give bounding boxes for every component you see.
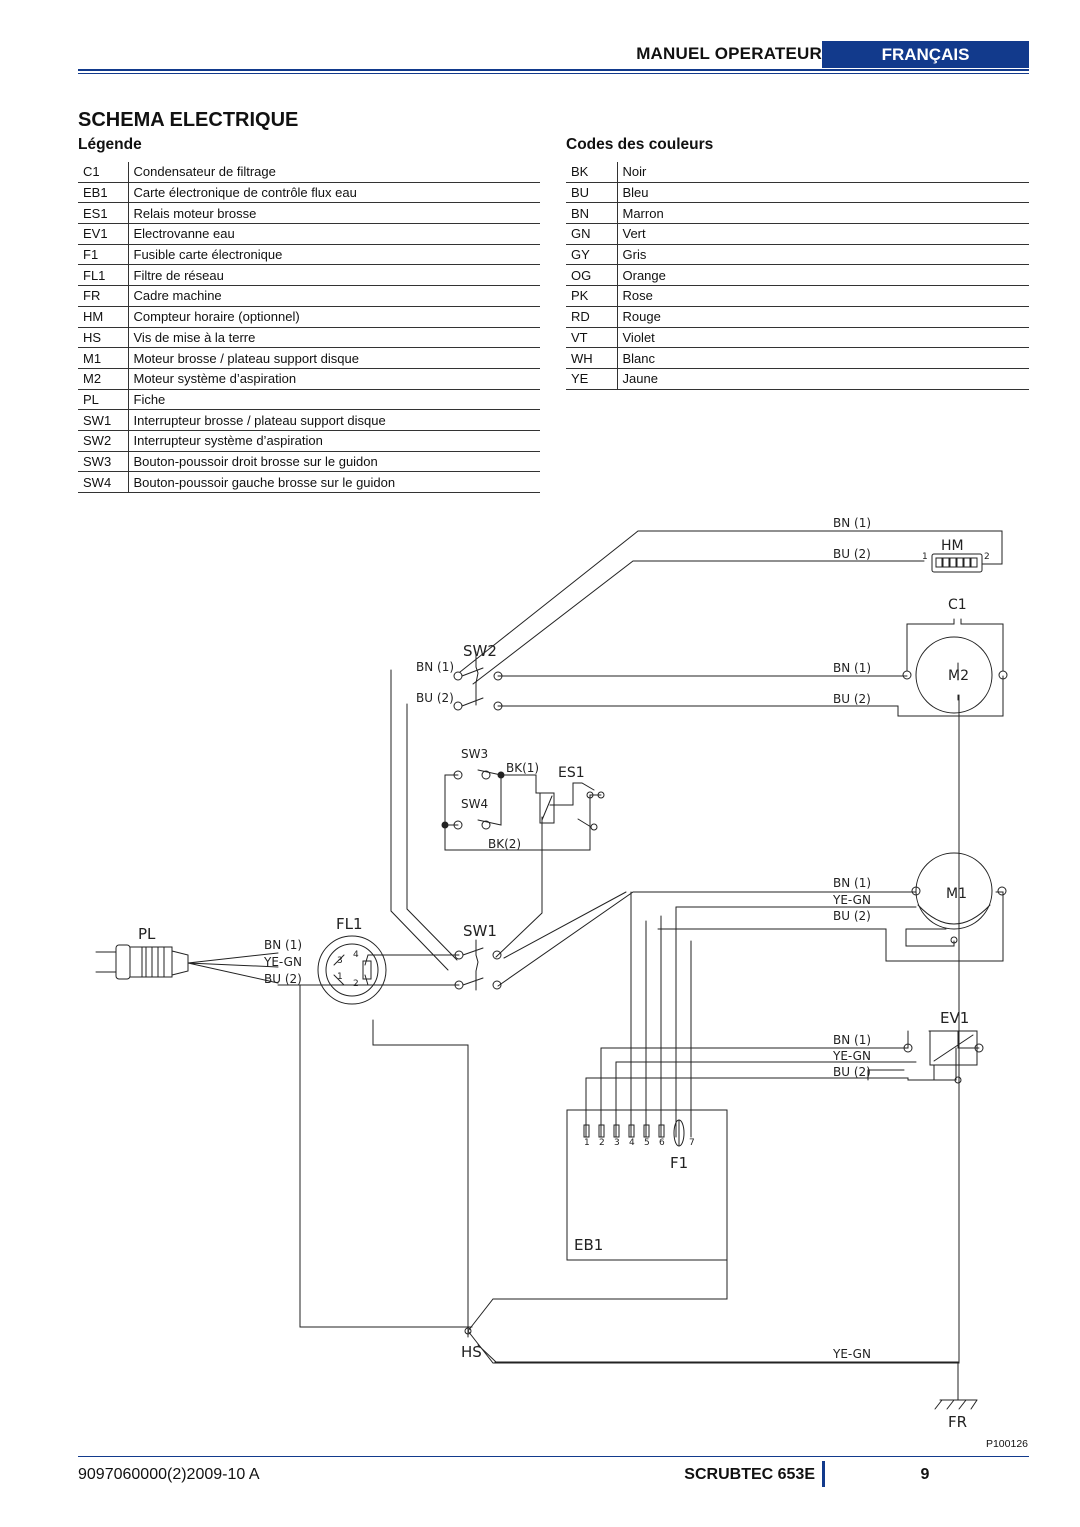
sw4-label: SW4 <box>461 797 489 811</box>
ev1-bu-label: BU (2) <box>833 1065 871 1079</box>
color-codes-table <box>566 162 1029 390</box>
color-code-row <box>566 265 1029 286</box>
document-number: 9097060000(2)2009-10 A <box>78 1466 260 1483</box>
model-name: SCRUBTEC 653E <box>684 1466 815 1483</box>
hm-bn-label: BN (1) <box>833 516 872 530</box>
description-cell: Vis de mise à la terre <box>128 327 540 348</box>
fl1-pin-3: 3 <box>337 956 343 966</box>
legend-heading: Légende <box>78 136 142 153</box>
wiring-diagram <box>78 505 1029 1445</box>
color-code-row <box>566 348 1029 369</box>
sw1-switch-icon <box>455 948 501 989</box>
legend-row <box>78 368 540 389</box>
legend-row <box>78 348 540 369</box>
fl1-pin-4: 4 <box>353 950 359 960</box>
color-code-row <box>566 306 1029 327</box>
fr-label: FR <box>948 1413 968 1431</box>
fl1-label: FL1 <box>336 915 363 933</box>
code-cell: FL1 <box>78 265 128 286</box>
header-rule-thin <box>78 73 1029 74</box>
hm-pin-1: 1 <box>922 552 928 562</box>
description-cell: Compteur horaire (optionnel) <box>128 306 540 327</box>
legend-row <box>78 389 540 410</box>
description-cell: Noir <box>617 162 1029 182</box>
sw1-label: SW1 <box>463 922 497 940</box>
code-cell: OG <box>566 265 617 286</box>
wiring-lines <box>278 531 1003 1409</box>
description-cell: Condensateur de filtrage <box>128 162 540 182</box>
color-code-row <box>566 368 1029 389</box>
eb1-pin-3: 3 <box>614 1138 620 1148</box>
page-title: SCHEMA ELECTRIQUE <box>78 109 299 131</box>
footer-divider <box>822 1461 825 1487</box>
description-cell: Marron <box>617 203 1029 224</box>
colors-heading: Codes des couleurs <box>566 136 714 153</box>
color-code-row <box>566 286 1029 307</box>
ev1-label: EV1 <box>940 1009 970 1027</box>
m1-bn-label: BN (1) <box>833 876 872 890</box>
code-cell: SW2 <box>78 430 128 451</box>
manual-title: MANUEL OPERATEUR <box>636 44 822 63</box>
description-cell: Rouge <box>617 306 1029 327</box>
description-cell: Interrupteur brosse / plateau support disque <box>128 410 540 431</box>
color-code-row <box>566 162 1029 182</box>
description-cell: Relais moteur brosse <box>128 203 540 224</box>
code-cell: C1 <box>78 162 128 182</box>
description-cell: Rose <box>617 286 1029 307</box>
legend-row <box>78 244 540 265</box>
bk2-label: BK(2) <box>488 837 522 851</box>
legend-row <box>78 265 540 286</box>
color-code-row <box>566 203 1029 224</box>
code-cell: BU <box>566 182 617 203</box>
figure-reference: P100126 <box>985 1438 1028 1450</box>
legend-row <box>78 410 540 431</box>
code-cell: PK <box>566 286 617 307</box>
legend-row <box>78 224 540 245</box>
eb1-pin-1: 1 <box>584 1138 590 1148</box>
legend-row <box>78 472 540 493</box>
c1-label: C1 <box>948 597 967 613</box>
description-cell: Interrupteur système d’aspiration <box>128 430 540 451</box>
hour-meter-icon <box>932 554 982 572</box>
description-cell: Fusible carte électronique <box>128 244 540 265</box>
description-cell: Fiche <box>128 389 540 410</box>
hm-bu-label: BU (2) <box>833 547 871 561</box>
code-cell: EV1 <box>78 224 128 245</box>
color-code-row <box>566 182 1029 203</box>
code-cell: YE <box>566 368 617 389</box>
description-cell: Moteur brosse / plateau support disque <box>128 348 540 369</box>
footer-rule <box>78 1456 1029 1457</box>
description-cell: Cadre machine <box>128 286 540 307</box>
ev1-yegn-label: YE-GN <box>833 1049 871 1063</box>
code-cell: VT <box>566 327 617 348</box>
code-cell: HM <box>78 306 128 327</box>
code-cell: GN <box>566 224 617 245</box>
code-cell: HS <box>78 327 128 348</box>
bk1-label: BK(1) <box>506 761 540 775</box>
pl-bu-label: BU (2) <box>264 972 302 986</box>
fl1-filter-icon <box>318 936 386 1004</box>
description-cell: Gris <box>617 244 1029 265</box>
description-cell: Filtre de réseau <box>128 265 540 286</box>
code-cell: M2 <box>78 368 128 389</box>
description-cell: Blanc <box>617 348 1029 369</box>
plug-icon <box>96 945 278 983</box>
legend-row <box>78 286 540 307</box>
fl1-pin-1: 1 <box>337 972 343 982</box>
eb1-pin-2: 2 <box>599 1138 605 1148</box>
fr-yegn-label: YE-GN <box>833 1347 871 1361</box>
code-cell: EB1 <box>78 182 128 203</box>
legend-table <box>78 162 540 493</box>
code-cell: RD <box>566 306 617 327</box>
description-cell: Bouton-poussoir droit brosse sur le guidon <box>128 451 540 472</box>
sw2-label: SW2 <box>463 642 497 660</box>
code-cell: GY <box>566 244 617 265</box>
legend-row <box>78 451 540 472</box>
m1-yegn-label: YE-GN <box>833 893 871 907</box>
sw3-label: SW3 <box>461 747 489 761</box>
pl-label: PL <box>138 925 156 943</box>
eb1-pin-7: 7 <box>689 1138 695 1148</box>
code-cell: PL <box>78 389 128 410</box>
es1-label: ES1 <box>558 765 585 781</box>
hm-pin-2: 2 <box>984 552 990 562</box>
code-cell: SW1 <box>78 410 128 431</box>
sw2-bu-label: BU (2) <box>416 691 454 705</box>
description-cell: Orange <box>617 265 1029 286</box>
page-number: 9 <box>920 1466 930 1483</box>
description-cell: Vert <box>617 224 1029 245</box>
description-cell: Carte électronique de contrôle flux eau <box>128 182 540 203</box>
code-cell: SW3 <box>78 451 128 472</box>
header-rule <box>78 69 1029 71</box>
pl-bn-label: BN (1) <box>264 938 303 952</box>
legend-row <box>78 182 540 203</box>
m2-label: M2 <box>948 668 969 684</box>
hm-label: HM <box>941 538 964 554</box>
sw2-bn-label: BN (1) <box>416 660 455 674</box>
ev1-bn-label: BN (1) <box>833 1033 872 1047</box>
code-cell: WH <box>566 348 617 369</box>
code-cell: BN <box>566 203 617 224</box>
f1-label: F1 <box>670 1154 689 1172</box>
m1-label: M1 <box>946 886 967 902</box>
eb1-label: EB1 <box>574 1236 604 1254</box>
legend-row <box>78 306 540 327</box>
code-cell: ES1 <box>78 203 128 224</box>
description-cell: Moteur système d’aspiration <box>128 368 540 389</box>
hs-label: HS <box>461 1343 482 1361</box>
eb1-pin-4: 4 <box>629 1138 635 1148</box>
color-code-row <box>566 224 1029 245</box>
legend-row <box>78 203 540 224</box>
fl1-pin-2: 2 <box>353 979 359 989</box>
description-cell: Bouton-poussoir gauche brosse sur le guidon <box>128 472 540 493</box>
m1-bu-label: BU (2) <box>833 909 871 923</box>
m2-terminal-left <box>903 671 911 679</box>
description-cell: Violet <box>617 327 1029 348</box>
m2-bn-label: BN (1) <box>833 661 872 675</box>
color-code-row <box>566 327 1029 348</box>
pl-yegn-label: YE-GN <box>264 955 302 969</box>
legend-row <box>78 327 540 348</box>
eb1-pin-5: 5 <box>644 1138 650 1148</box>
code-cell: BK <box>566 162 617 182</box>
language-tab: FRANÇAIS <box>822 41 1029 68</box>
description-cell: Electrovanne eau <box>128 224 540 245</box>
code-cell: SW4 <box>78 472 128 493</box>
code-cell: M1 <box>78 348 128 369</box>
legend-row <box>78 162 540 182</box>
description-cell: Jaune <box>617 368 1029 389</box>
eb1-pin-6: 6 <box>659 1138 665 1148</box>
code-cell: F1 <box>78 244 128 265</box>
color-code-row <box>566 244 1029 265</box>
m2-bu-label: BU (2) <box>833 692 871 706</box>
code-cell: FR <box>78 286 128 307</box>
legend-row <box>78 430 540 451</box>
description-cell: Bleu <box>617 182 1029 203</box>
